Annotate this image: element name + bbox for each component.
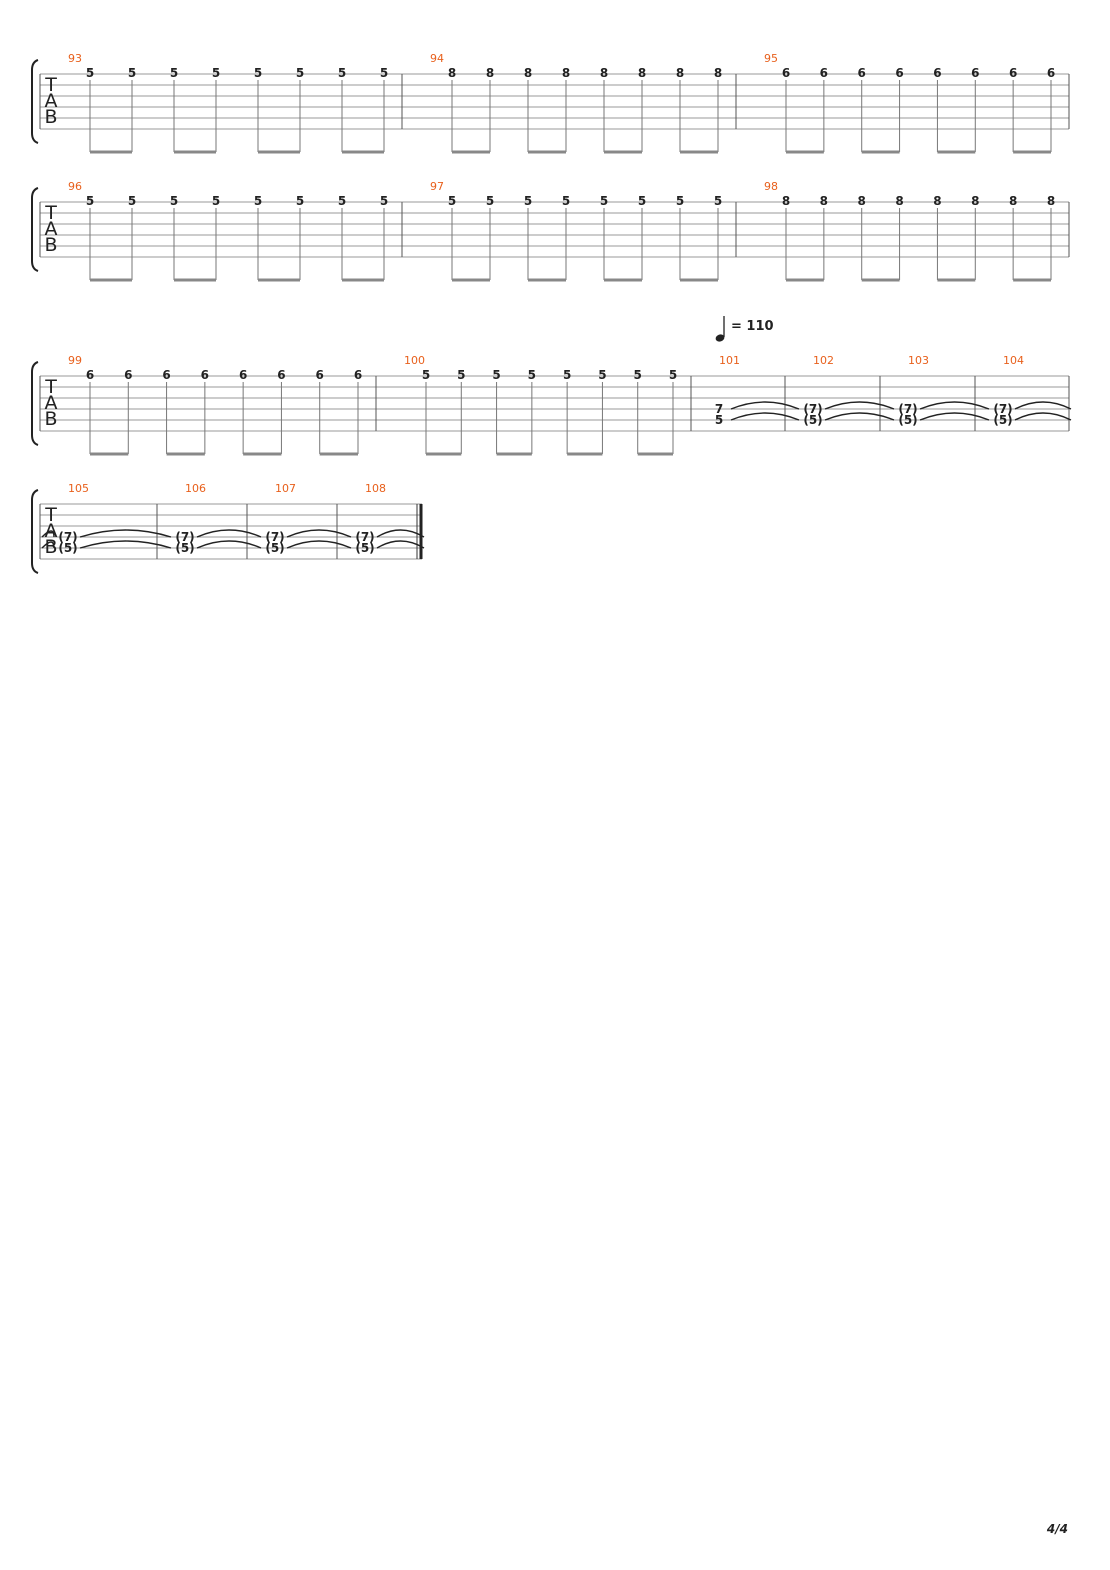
tab-clef-letter: A	[44, 218, 58, 240]
fret-number: 5	[561, 194, 571, 208]
fret-number: 5	[485, 194, 495, 208]
measure-number: 96	[68, 180, 82, 193]
tab-clef-letter: T	[45, 74, 57, 96]
measure-number: 100	[404, 354, 425, 367]
chord-fret-upper: (7)	[265, 530, 285, 544]
chord-fret-upper: (7)	[175, 530, 195, 544]
fret-number: 6	[971, 66, 980, 80]
fret-number: 6	[124, 368, 133, 382]
fret-number: 6	[819, 66, 829, 80]
fret-number: 6	[781, 66, 791, 80]
chord-fret-lower: (5)	[803, 413, 823, 427]
fret-number: 5	[379, 194, 389, 208]
fret-number: 5	[523, 194, 533, 208]
fret-number: 5	[337, 66, 347, 80]
fret-number: 5	[85, 194, 95, 208]
chord-fret-upper: 7	[714, 402, 724, 416]
tie-arc	[825, 413, 894, 420]
fret-number: 8	[523, 66, 533, 80]
tab-clef-letter: T	[45, 504, 57, 526]
fret-number: 8	[1046, 194, 1056, 208]
chord-fret-lower: (5)	[58, 541, 78, 555]
measure-number: 105	[68, 482, 89, 495]
fret-number: 5	[253, 66, 263, 80]
fret-number: 8	[713, 66, 723, 80]
system-bracket	[32, 490, 38, 573]
measure-number: 95	[764, 52, 778, 65]
fret-number: 6	[315, 368, 324, 382]
fret-number: 5	[637, 194, 647, 208]
chord-fret-upper: (7)	[898, 402, 918, 416]
tie-arc	[920, 402, 989, 409]
fret-number: 5	[447, 194, 457, 208]
fret-number: 5	[675, 194, 685, 208]
tab-clef-letter: B	[44, 408, 58, 430]
fret-number: 8	[675, 66, 685, 80]
fret-number: 5	[379, 66, 389, 80]
fret-number: 5	[421, 368, 431, 382]
fret-number: 5	[295, 194, 305, 208]
tie-arc	[197, 541, 261, 548]
fret-number: 8	[637, 66, 647, 80]
fret-number: 5	[337, 194, 347, 208]
fret-number: 5	[127, 194, 137, 208]
fret-number: 5	[668, 368, 678, 382]
tie-arc	[825, 402, 894, 409]
tie-arc	[1015, 402, 1071, 409]
tab-system-2	[32, 180, 1069, 280]
measure-number: 103	[908, 354, 929, 367]
fret-number: 6	[200, 368, 210, 382]
fret-number: 6	[933, 66, 942, 80]
fret-number: 6	[353, 368, 363, 382]
tab-clef-letter: T	[45, 376, 57, 398]
fret-number: 5	[457, 368, 466, 382]
fret-number: 6	[857, 66, 866, 80]
tab-system-4	[32, 482, 424, 573]
fret-number: 5	[169, 66, 179, 80]
fret-number: 8	[561, 66, 571, 80]
tab-clef-letter: B	[44, 536, 58, 558]
system-bracket	[32, 188, 38, 271]
measure-number: 99	[68, 354, 82, 367]
fret-number: 6	[895, 66, 904, 80]
measure-number: 94	[430, 52, 444, 65]
fret-number: 5	[598, 368, 607, 382]
tie-arc	[920, 413, 989, 420]
tie-arc	[731, 413, 799, 420]
fret-number: 8	[819, 194, 829, 208]
fret-number: 8	[933, 194, 942, 208]
fret-number: 6	[162, 368, 171, 382]
measure-number: 97	[430, 180, 444, 193]
chord-fret-lower: (5)	[265, 541, 285, 555]
fret-number: 5	[211, 66, 221, 80]
measure-number: 93	[68, 52, 82, 65]
tab-clef-letter: B	[44, 234, 58, 256]
fret-number: 6	[1046, 66, 1056, 80]
fret-number: 5	[527, 368, 537, 382]
measure-number: 98	[764, 180, 778, 193]
fret-number: 6	[277, 368, 286, 382]
tab-clef-letter: B	[44, 106, 58, 128]
fret-number: 8	[599, 66, 609, 80]
fret-number: 5	[599, 194, 609, 208]
fret-number: 5	[253, 194, 263, 208]
fret-number: 5	[633, 368, 642, 382]
tab-system-1	[32, 52, 1069, 152]
system-bracket	[32, 60, 38, 143]
fret-number: 8	[447, 66, 457, 80]
tie-arc	[731, 402, 799, 409]
tab-clef-letter: A	[44, 90, 58, 112]
fret-number: 5	[562, 368, 572, 382]
fret-number: 8	[857, 194, 866, 208]
fret-number: 8	[971, 194, 980, 208]
fret-number: 5	[211, 194, 221, 208]
fret-number: 6	[238, 368, 248, 382]
fret-number: 8	[895, 194, 904, 208]
fret-number: 8	[485, 66, 495, 80]
chord-fret-upper: (7)	[58, 530, 78, 544]
measure-number: 108	[365, 482, 386, 495]
fret-number: 5	[85, 66, 95, 80]
measure-number: 102	[813, 354, 834, 367]
fret-number: 5	[713, 194, 723, 208]
tab-clef-letter: T	[45, 202, 57, 224]
fret-number: 5	[127, 66, 137, 80]
tab-clef-letter: A	[44, 392, 58, 414]
tab-system-3	[32, 316, 1071, 454]
tie-arc	[1015, 413, 1071, 420]
tie-arc	[287, 541, 351, 548]
chord-fret-lower: (5)	[898, 413, 918, 427]
fret-number: 6	[85, 368, 95, 382]
fret-number: 5	[492, 368, 501, 382]
fret-number: 8	[781, 194, 791, 208]
tie-arc	[287, 530, 351, 537]
chord-fret-lower: (5)	[175, 541, 195, 555]
measure-number: 101	[719, 354, 740, 367]
tab-clef-letter: A	[44, 520, 58, 542]
fret-number: 5	[295, 66, 305, 80]
measure-number: 107	[275, 482, 296, 495]
chord-fret-upper: (7)	[355, 530, 375, 544]
tie-arc	[197, 530, 261, 537]
measure-number: 104	[1003, 354, 1024, 367]
chord-fret-upper: (7)	[993, 402, 1013, 416]
page-number: 4/4	[1046, 1522, 1068, 1536]
fret-number: 5	[169, 194, 179, 208]
measure-number: 106	[185, 482, 206, 495]
chord-fret-lower: 5	[714, 413, 724, 427]
chord-fret-lower: (5)	[355, 541, 375, 555]
system-bracket	[32, 362, 38, 445]
tempo-marking: = 110	[731, 319, 774, 334]
chord-fret-upper: (7)	[803, 402, 823, 416]
chord-fret-lower: (5)	[993, 413, 1013, 427]
fret-number: 8	[1008, 194, 1018, 208]
fret-number: 6	[1008, 66, 1018, 80]
